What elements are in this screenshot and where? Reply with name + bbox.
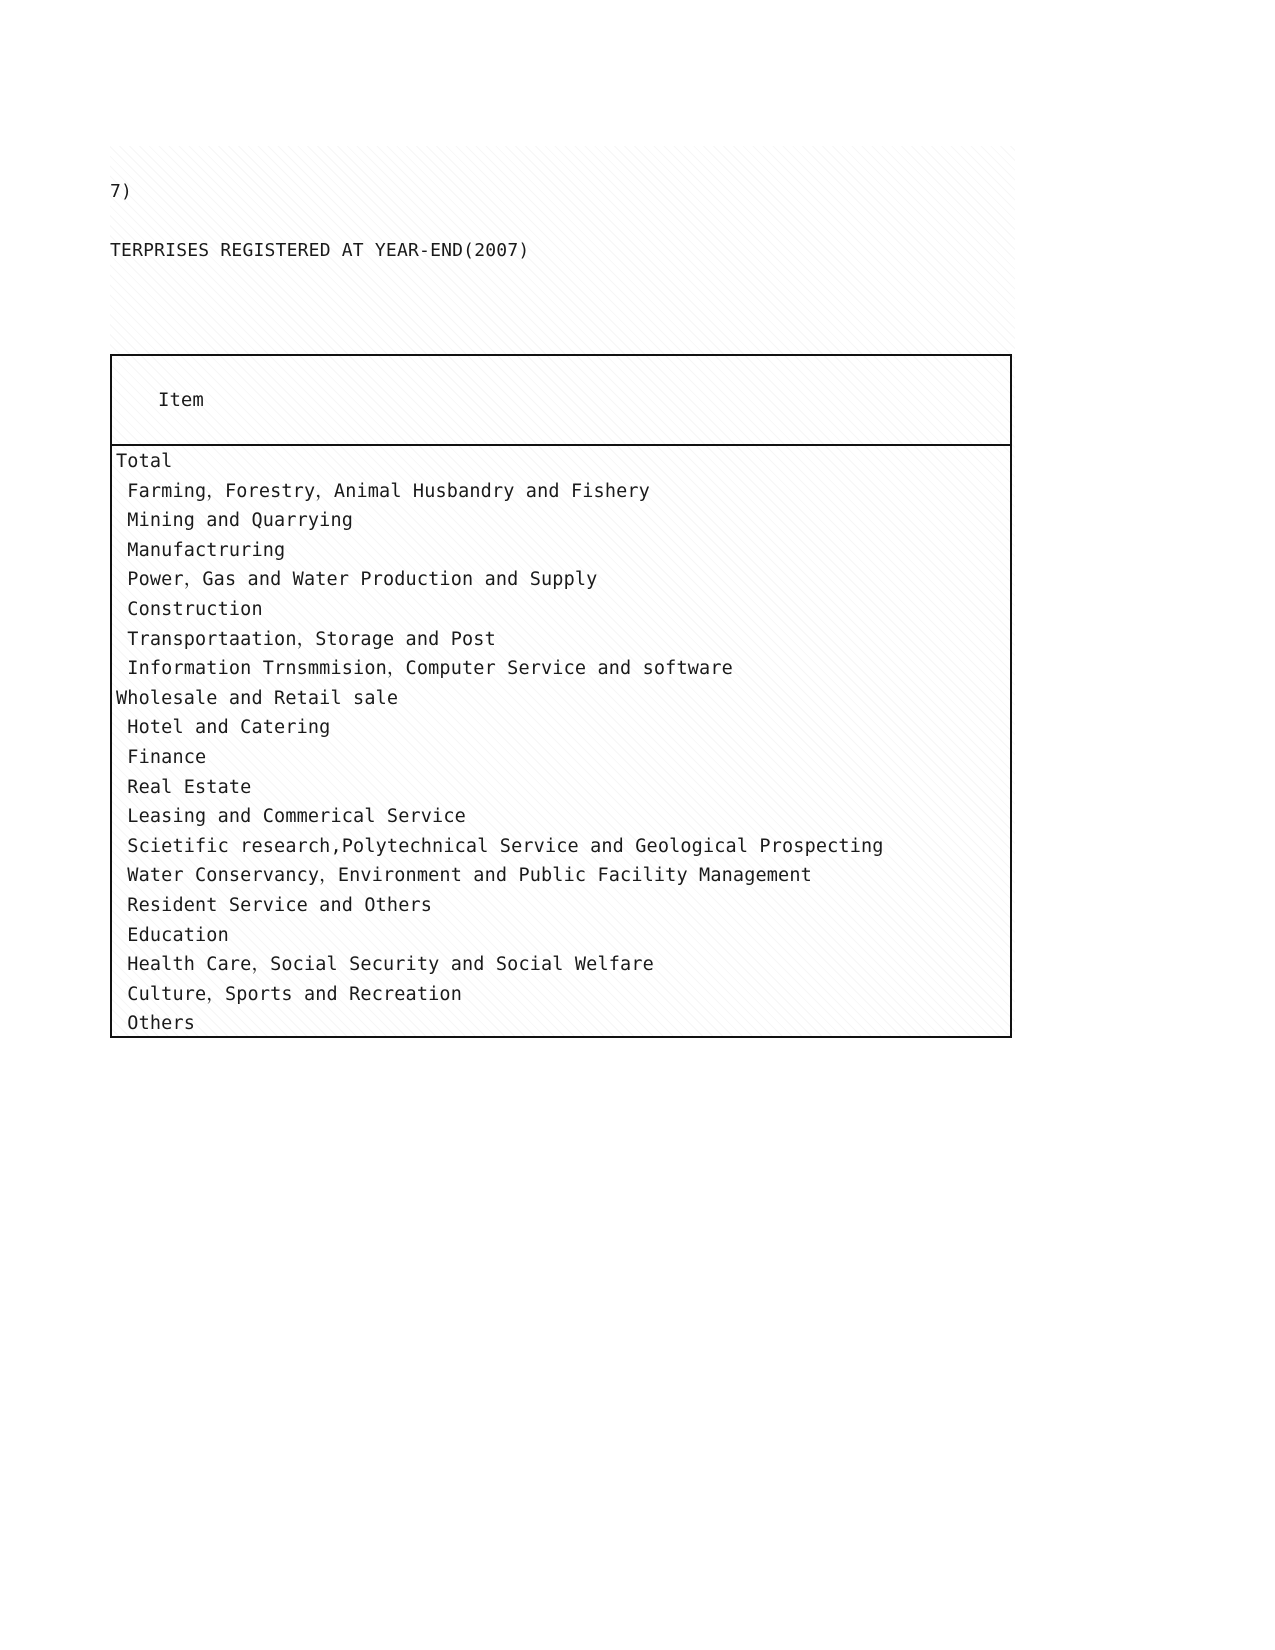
table-row: Transportaation，Storage and Post <box>116 628 496 650</box>
table-row: Water Conservancy，Environment and Public Facility Management <box>116 865 812 887</box>
table-row: Health Care，Social Security and Social Welfare <box>116 954 654 976</box>
table-row: Total <box>116 451 173 472</box>
table-row: Wholesale and Retail sale <box>116 687 399 709</box>
table-row: Resident Service and Others <box>116 894 433 916</box>
title-line-2: TERPRISES REGISTERED AT YEAR-END(2007) <box>110 240 530 261</box>
table-row: Finance <box>116 746 207 768</box>
title-line-1: 7) <box>110 181 133 202</box>
table-row: Real Estate <box>116 776 252 798</box>
table-row: Mining and Quarrying <box>116 510 354 532</box>
table-row: Scietific research,Polytechnical Service and Geological Prospecting <box>116 835 884 857</box>
item-column-header: Item <box>158 389 204 411</box>
table-row: Culture，Sports and Recreation <box>116 983 463 1005</box>
table-row: Leasing and Commerical Service <box>116 806 466 828</box>
table-row: Others <box>116 1013 196 1035</box>
items-table <box>110 354 1012 1038</box>
table-row: Hotel and Catering <box>116 717 331 739</box>
table-row: Construction <box>116 598 263 620</box>
table-row: Education <box>116 924 229 946</box>
table-row: Manufactruring <box>116 539 286 561</box>
spreadsheet-area <box>110 146 1015 1038</box>
table-row: Farming，Forestry，Animal Husbandry and Fishery <box>116 480 650 502</box>
table-row: Power，Gas and Water Production and Supply <box>116 569 598 591</box>
table-rows <box>116 447 1010 1039</box>
table-row: Information Trnsmmision，Computer Service and software <box>116 658 733 680</box>
table-header-cell <box>112 356 1010 446</box>
